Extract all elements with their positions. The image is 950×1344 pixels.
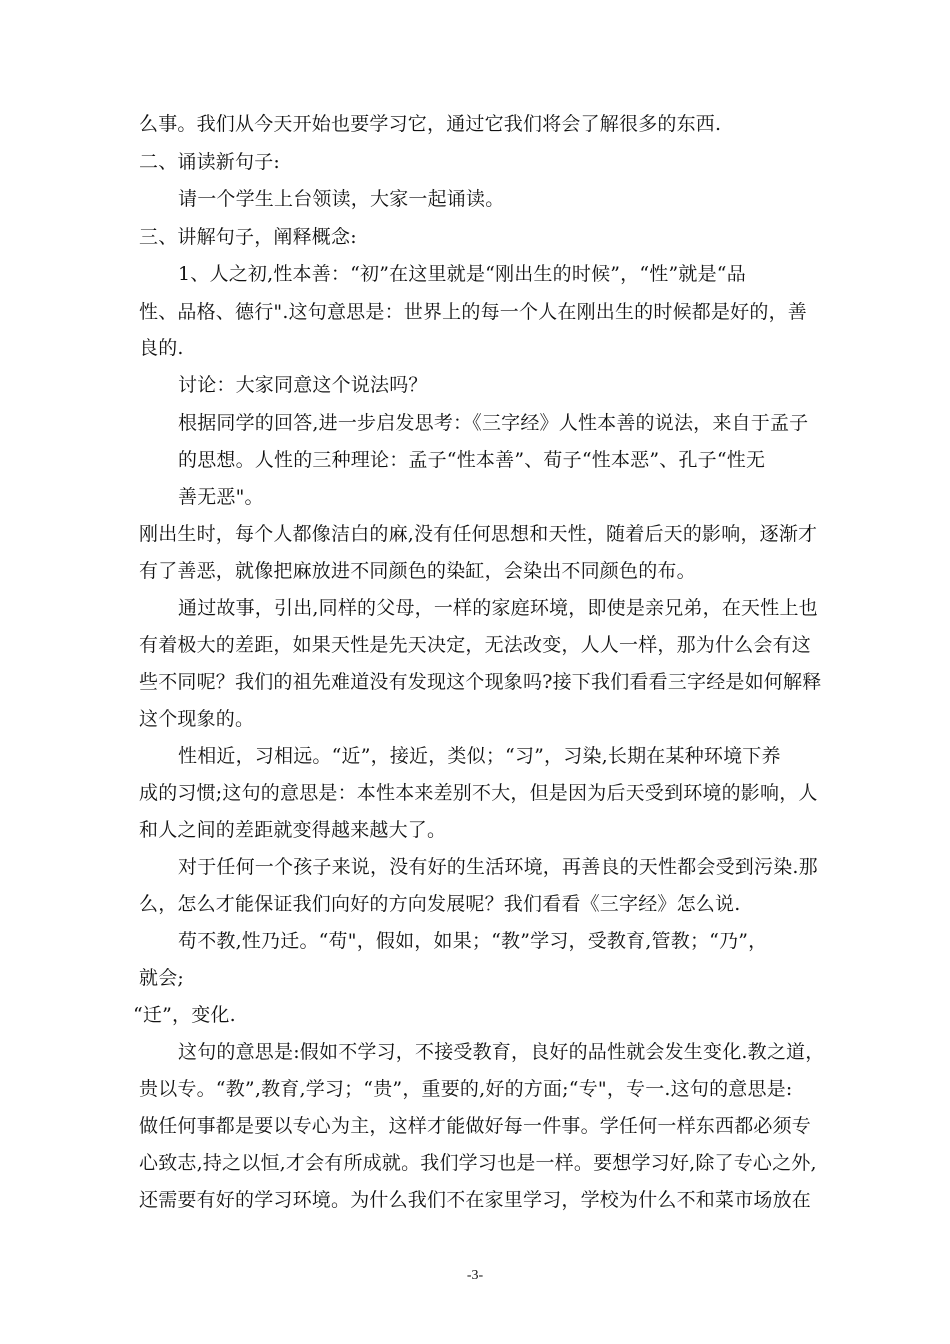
- text-line: 贵以专。“教”,教育,学习；“贵”，重要的,好的方面;“专"，专一.这句的意思是:: [139, 1078, 793, 1100]
- text-line: 1、人之初,性本善：“初”在这里就是“刚出生的时候”，“性”就是“品: [178, 263, 746, 285]
- text-line: 对于任何一个孩子来说，没有好的生活环境，再善良的天性都会受到污染.那: [178, 856, 818, 878]
- text-line: 善无恶"。: [178, 486, 264, 508]
- text-line: 和人之间的差距就变得越来越大了。: [139, 819, 447, 841]
- text-line: 性相近，习相远。“近”，接近，类似；“习”，习染,长期在某种环境下养: [178, 745, 781, 767]
- text-line: 成的习惯;这句的意思是：本性本来差别不大，但是因为后天受到环境的影响，人: [139, 782, 818, 804]
- section-heading: 三、讲解句子，阐释概念:: [139, 226, 357, 248]
- text-line: 有着极大的差距，如果天性是先天决定，无法改变，人人一样，那为什么会有这: [139, 634, 812, 656]
- text-line: 有了善恶，就像把麻放进不同颜色的染缸，会染出不同颜色的布。: [139, 560, 696, 582]
- text-line: 请一个学生上台领读，大家一起诵读。: [178, 188, 505, 210]
- text-line: 做任何事都是要以专心为主，这样才能做好每一件事。学任何一样东西都必须专: [139, 1115, 812, 1137]
- text-line: 这个现象的。: [139, 708, 255, 730]
- text-line: 这句的意思是:假如不学习，不接受教育，良好的品性就会发生变化.教之道，: [178, 1041, 825, 1063]
- text-line: 还需要有好的学习环境。为什么我们不在家里学习，学校为什么不和菜市场放在: [139, 1189, 812, 1211]
- text-line: 的思想。人性的三种理论：孟子“性本善”、荀子“性本恶”、孔子“性无: [178, 449, 766, 471]
- text-line: 通过故事，引出,同样的父母，一样的家庭环境，即使是亲兄弟，在天性上也: [178, 597, 818, 619]
- text-line: 苟不教,性乃迁。“苟"，假如，如果；“教”学习，受教育,管教；“乃”，: [178, 930, 768, 952]
- page-number: -3-: [466, 1268, 484, 1283]
- text-line: 刚出生时，每个人都像洁白的麻,没有任何思想和天性，随着后天的影响，逐渐才: [139, 523, 818, 545]
- text-line: 根据同学的回答,进一步启发思考：《三字经》人性本善的说法，来自于孟子: [178, 412, 809, 434]
- text-line: 就会;: [139, 967, 185, 989]
- text-line: 么事。我们从今天开始也要学习它，通过它我们将会了解很多的东西.: [139, 113, 722, 135]
- text-line: 讨论：大家同意这个说法吗？: [178, 374, 428, 396]
- text-line: “迁”，变化.: [133, 1004, 236, 1026]
- text-line: 么，怎么才能保证我们向好的方向发展呢？我们看看《三字经》怎么说.: [139, 893, 741, 915]
- text-line: 性、品格、德行".这句意思是：世界上的每一个人在刚出生的时候都是好的，善: [139, 301, 807, 323]
- section-heading: 二、诵读新句子:: [139, 151, 281, 173]
- text-line: 心致志,持之以恒,才会有所成就。我们学习也是一样。要想学习好,除了专心之外,: [139, 1152, 817, 1174]
- text-line: 些不同呢？我们的祖先难道没有发现这个现象吗?接下我们看看三字经是如何解释: [139, 671, 822, 693]
- text-line: 良的.: [139, 337, 184, 359]
